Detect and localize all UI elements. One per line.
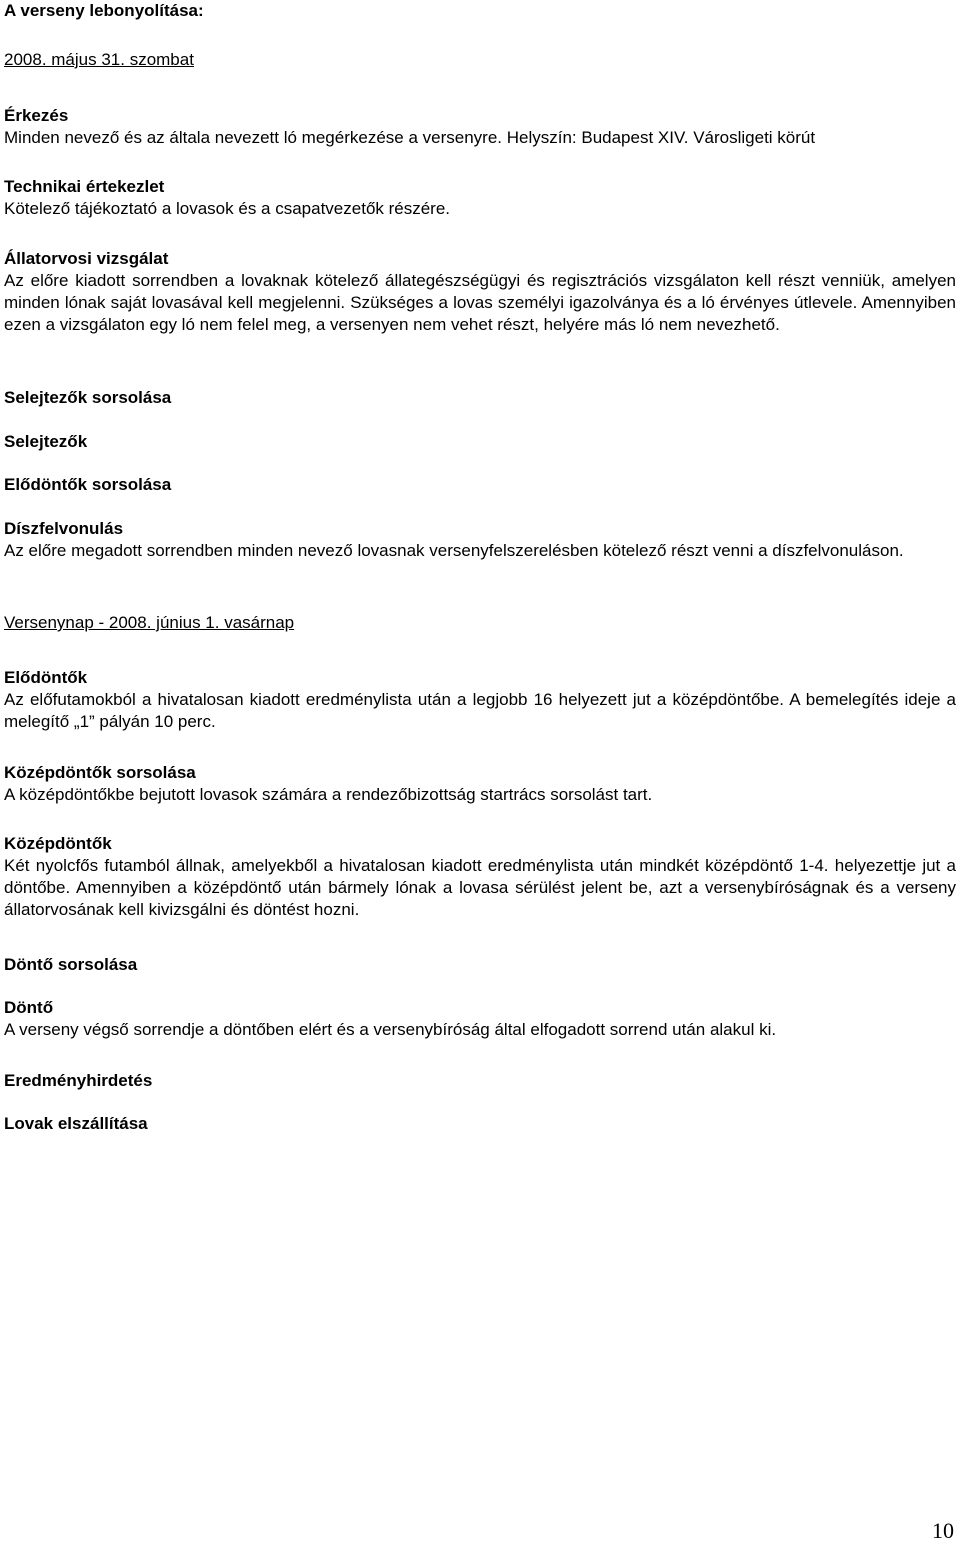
vet-check-heading: Állatorvosi vizsgálat (4, 249, 169, 268)
prelims-section (4, 667, 956, 733)
final-section (4, 997, 956, 1041)
qualifiers-heading: Selejtezők (4, 432, 88, 451)
awards-heading: Eredményhirdetés (4, 1071, 153, 1090)
briefing-text: Kötelező tájékoztató a lovasok és a csapatvezetők részére. (4, 199, 451, 218)
parade-section (4, 518, 956, 562)
prelim-draw-section (4, 474, 956, 496)
arrival-text: Minden nevező és az általa nevezett ló megérkezése a versenyre. Helyszín: Budapest XIV. Városligeti körút (4, 128, 816, 147)
qualifier-draw-section (4, 387, 956, 409)
parade-text: Az előre megadott sorrendben minden nevező lovasnak versenyfelszerelésben kötelező részt venni a díszfelvonuláson. (4, 541, 904, 560)
semi-draw-text: A középdöntőkbe bejutott lovasok számára a rendezőbizottság startrács sorsolást tart. (4, 785, 653, 804)
semis-section (4, 833, 956, 921)
arrival-heading: Érkezés (4, 106, 69, 125)
semi-draw-section (4, 762, 956, 806)
day1-date: 2008. május 31. szombat (4, 50, 194, 69)
departure-heading: Lovak elszállítása (4, 1114, 148, 1133)
prelims-heading: Elődöntők (4, 668, 88, 687)
semis-text: Két nyolcfős futamból állnak, amelyekből a hivatalosan kiadott eredménylista után mindkét középdöntő 1-4. helyezettje jut a döntőbe. Amennyiben a középdöntő után bármely lónak a lovasa sérülést jelent be, azt a versenybíróságnak és a verseny állatorvosának kell kivizsgálni és döntést hozni. (4, 856, 956, 919)
arrival-section (4, 105, 956, 149)
parade-heading: Díszfelvonulás (4, 519, 124, 538)
final-heading: Döntő (4, 998, 54, 1017)
final-text: A verseny végső sorrendje a döntőben elért és a versenybíróság által elfogadott sorrend után alakul ki. (4, 1020, 777, 1039)
day2-date-block (4, 612, 956, 634)
vet-check-text: Az előre kiadott sorrendben a lovaknak kötelező állategészségügyi és regisztrációs vizsgálaton kell részt venniük, amelyen minden lónak saját lovasával kell megjelenni. Szükséges a lovas személyi igazolványa és a ló érvényes útlevele. Amennyiben ezen a vizsgálaton egy ló nem felel meg, a versenyen nem vehet részt, helyére más ló nem nevezhető. (4, 271, 956, 334)
final-draw-heading: Döntő sorsolása (4, 955, 138, 974)
qualifier-draw-heading: Selejtezők sorsolása (4, 388, 172, 407)
page-number: 10 (932, 1518, 954, 1543)
page-title-block (4, 0, 956, 22)
prelims-text: Az előfutamokból a hivatalosan kiadott eredménylista után a legjobb 16 helyezett jut a középdöntőbe. A bemelegítés ideje a melegítő „1” pályán 10 perc. (4, 690, 956, 731)
day1-date-block (4, 49, 956, 71)
departure-section (4, 1113, 956, 1135)
briefing-section (4, 176, 956, 220)
briefing-heading: Technikai értekezlet (4, 177, 165, 196)
page-title: A verseny lebonyolítása: (4, 1, 204, 20)
awards-section (4, 1070, 956, 1092)
prelim-draw-heading: Elődöntők sorsolása (4, 475, 172, 494)
vet-check-section (4, 248, 956, 336)
day2-date: Versenynap - 2008. június 1. vasárnap (4, 613, 295, 632)
final-draw-section (4, 954, 956, 976)
semis-heading: Középdöntők (4, 834, 112, 853)
semi-draw-heading: Középdöntők sorsolása (4, 763, 196, 782)
qualifiers-section (4, 431, 956, 453)
